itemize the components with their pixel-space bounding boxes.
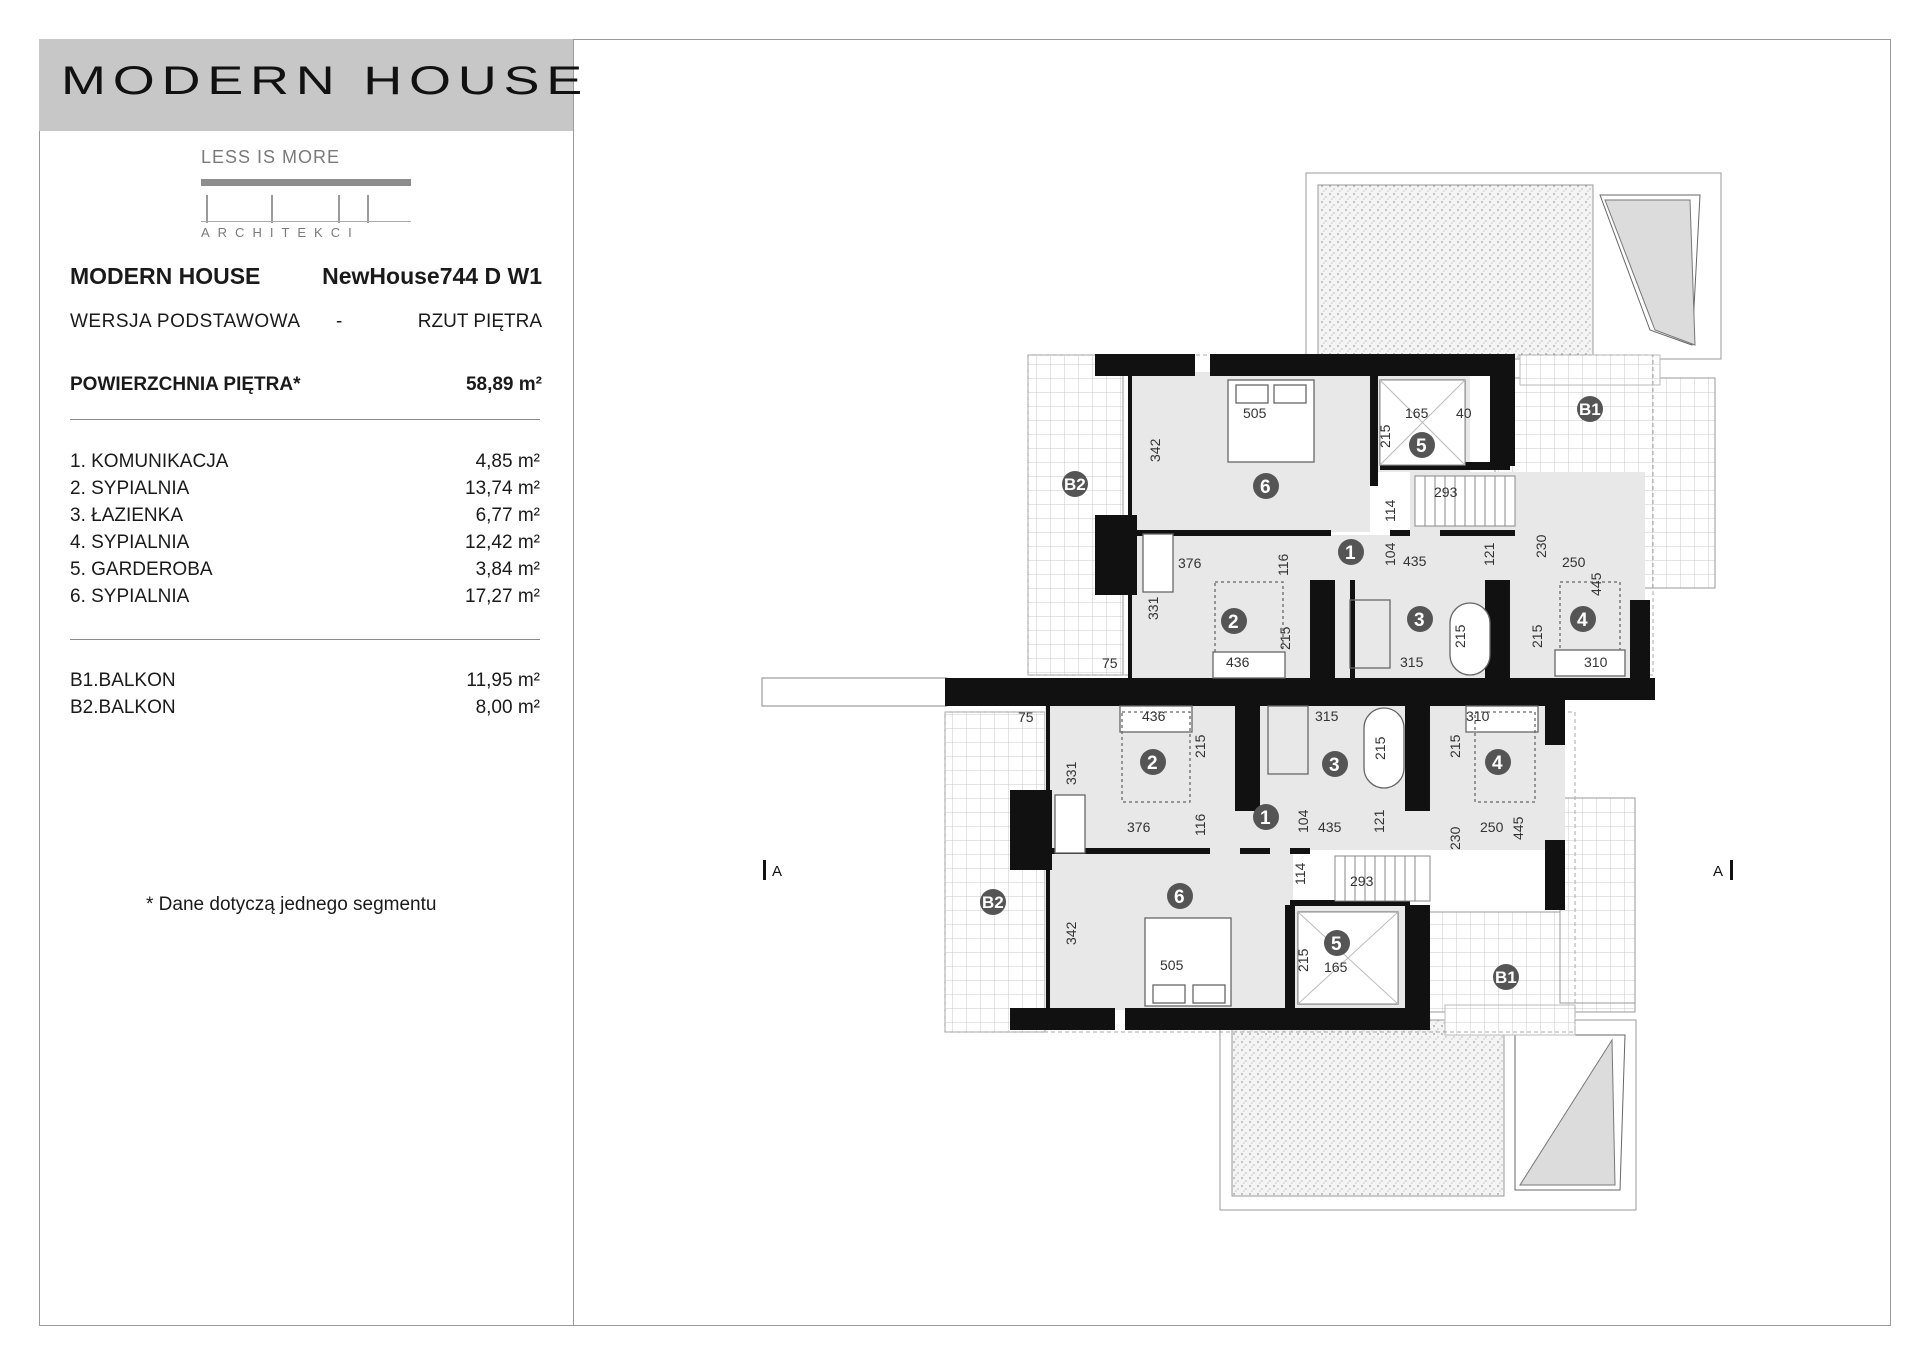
dim-label: 505 bbox=[1160, 957, 1184, 973]
dim-label: 293 bbox=[1434, 484, 1458, 500]
dim-label: 215 bbox=[1295, 948, 1311, 972]
separator: - bbox=[336, 311, 343, 332]
balcony-b2-bottom bbox=[945, 712, 1045, 1032]
dim-label: 121 bbox=[1371, 809, 1387, 833]
section-marker-right bbox=[1713, 860, 1733, 880]
dim-label: 435 bbox=[1318, 819, 1342, 835]
dim-label: 215 bbox=[1192, 734, 1208, 758]
svg-text:2: 2 bbox=[1147, 753, 1158, 774]
footnote: * Dane dotyczą jednego segmentu bbox=[146, 894, 437, 915]
dim-label: 250 bbox=[1480, 819, 1504, 835]
dim-label: 342 bbox=[1147, 438, 1163, 462]
dim-label: 331 bbox=[1145, 596, 1161, 620]
dim-label: 315 bbox=[1400, 654, 1424, 670]
dim-label: 165 bbox=[1324, 959, 1348, 975]
svg-text:B2: B2 bbox=[982, 893, 1004, 912]
view-label: RZUT PIĘTRA bbox=[417, 311, 542, 332]
dim-label: 250 bbox=[1562, 554, 1586, 570]
dim-label: 165 bbox=[1405, 405, 1429, 421]
dim-label: 230 bbox=[1447, 826, 1463, 850]
dim-label: 75 bbox=[1102, 655, 1118, 671]
dim-label: 376 bbox=[1127, 819, 1151, 835]
dim-label: 215 bbox=[1372, 736, 1388, 760]
room-label: 4. SYPIALNIA bbox=[70, 532, 190, 553]
project-name: MODERN HOUSE bbox=[70, 263, 261, 289]
dim-label: 215 bbox=[1447, 734, 1463, 758]
roof-terrace-bottom bbox=[1220, 1020, 1636, 1210]
balcony-area: 8,00 m² bbox=[475, 697, 540, 718]
svg-text:A: A bbox=[772, 863, 783, 880]
svg-text:3: 3 bbox=[1414, 610, 1425, 631]
room-area: 13,74 m² bbox=[465, 478, 540, 499]
room-area: 12,42 m² bbox=[465, 532, 540, 553]
svg-text:B2: B2 bbox=[1064, 475, 1086, 494]
balcony-label: B2.BALKON bbox=[70, 697, 176, 718]
balcony-area: 11,95 m² bbox=[466, 670, 540, 691]
svg-text:4: 4 bbox=[1492, 753, 1503, 774]
dim-label: 215 bbox=[1529, 624, 1545, 648]
room-label: 2. SYPIALNIA bbox=[70, 478, 190, 499]
dim-label: 114 bbox=[1292, 862, 1308, 885]
dim-label: 315 bbox=[1315, 708, 1339, 724]
svg-text:B1: B1 bbox=[1495, 968, 1517, 987]
room-area: 6,77 m² bbox=[475, 505, 540, 526]
room-label: 3. ŁAZIENKA bbox=[70, 505, 183, 526]
svg-text:1: 1 bbox=[1345, 543, 1356, 564]
dim-label: 114 bbox=[1382, 499, 1398, 522]
logo-slogan: LESS IS MORE bbox=[201, 147, 341, 167]
dim-label: 342 bbox=[1063, 921, 1079, 945]
svg-text:5: 5 bbox=[1331, 934, 1342, 955]
section-marker-left bbox=[763, 860, 782, 880]
dim-label: 293 bbox=[1350, 873, 1374, 889]
room-label: 6. SYPIALNIA bbox=[70, 586, 190, 607]
room-area: 17,27 m² bbox=[465, 586, 540, 607]
svg-text:4: 4 bbox=[1577, 610, 1588, 631]
dim-label: 435 bbox=[1403, 553, 1427, 569]
svg-text:A: A bbox=[1713, 863, 1724, 880]
dim-label: 215 bbox=[1452, 624, 1468, 648]
project-code: NewHouse744 D W1 bbox=[322, 263, 542, 289]
dim-label: 331 bbox=[1063, 761, 1079, 785]
dim-label: 505 bbox=[1243, 405, 1267, 421]
dim-label: 436 bbox=[1142, 708, 1166, 724]
dim-label: 215 bbox=[1277, 626, 1293, 650]
room-label: 1. KOMUNIKACJA bbox=[70, 451, 229, 472]
dim-label: 376 bbox=[1178, 555, 1202, 571]
svg-text:6: 6 bbox=[1260, 477, 1271, 498]
dim-label: 310 bbox=[1584, 654, 1608, 670]
roof-terrace-top bbox=[1306, 173, 1721, 359]
dim-label: 104 bbox=[1382, 542, 1398, 566]
room-area: 3,84 m² bbox=[475, 559, 540, 580]
brand-title: MODERN HOUSE bbox=[61, 59, 590, 103]
svg-text:6: 6 bbox=[1174, 887, 1185, 908]
room-label: 5. GARDEROBA bbox=[70, 559, 213, 580]
dim-label: 40 bbox=[1456, 405, 1472, 421]
dim-label: 75 bbox=[1018, 709, 1034, 725]
svg-text:B1: B1 bbox=[1579, 400, 1601, 419]
dim-label: 230 bbox=[1533, 534, 1549, 558]
dim-label: 310 bbox=[1466, 708, 1490, 724]
balcony-label: B1.BALKON bbox=[70, 670, 176, 691]
room-area: 4,85 m² bbox=[475, 451, 540, 472]
svg-text:2: 2 bbox=[1228, 612, 1239, 633]
floor-area-value: 58,89 m² bbox=[465, 374, 542, 395]
dim-label: 116 bbox=[1192, 813, 1208, 836]
logo-subtitle: ARCHITEKCI bbox=[201, 225, 360, 240]
svg-text:5: 5 bbox=[1416, 436, 1427, 457]
dim-label: 215 bbox=[1377, 424, 1393, 448]
version-label: WERSJA PODSTAWOWA bbox=[70, 311, 301, 332]
dim-label: 445 bbox=[1588, 572, 1604, 596]
dim-label: 445 bbox=[1510, 816, 1526, 840]
floor-area-label: POWIERZCHNIA PIĘTRA* bbox=[70, 374, 301, 395]
svg-text:1: 1 bbox=[1260, 808, 1271, 829]
dim-label: 436 bbox=[1226, 654, 1250, 670]
dim-label: 116 bbox=[1275, 553, 1291, 576]
dim-label: 121 bbox=[1481, 542, 1497, 566]
svg-text:3: 3 bbox=[1329, 755, 1340, 776]
dim-label: 104 bbox=[1295, 809, 1311, 833]
